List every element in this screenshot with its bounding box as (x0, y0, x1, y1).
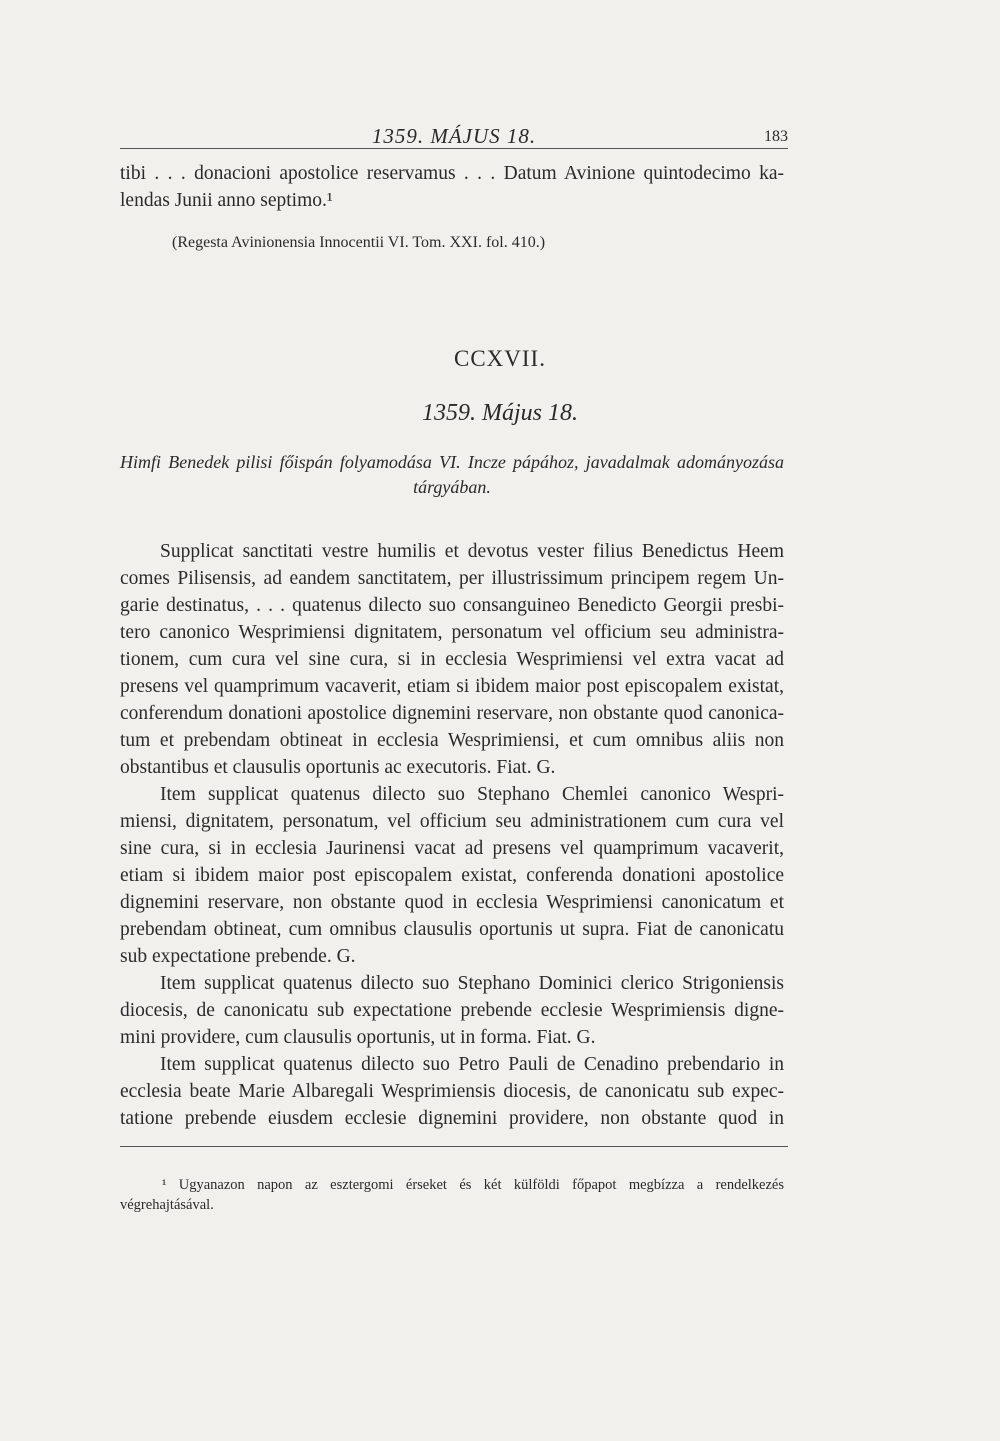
document-summary (120, 450, 784, 500)
body-line: sine cura, si in ecclesia Jaurinensi vacat ad presens vel quamprimum vacaverit, (120, 838, 784, 859)
body-line: Item supplicat quatenus dilecto suo Stephano Chemlei canonico Wespri- (160, 784, 784, 805)
body-line: conferendum donationi apostolice dignemini reservare, non obstante quod canonica- (120, 703, 784, 724)
body-line: garie destinatus, . . . quatenus dilecto suo consanguineo Benedicto Georgii presbi- (120, 595, 784, 616)
continuation-line: tibi . . . donacioni apostolice reservamus . . . Datum Avinione quintodecimo ka- (120, 163, 784, 184)
paragraph-4 (120, 1051, 784, 1132)
document-number: CCXVII. (454, 346, 546, 371)
paragraph-2 (120, 781, 784, 970)
body-line: etiam si ibidem maior post episcopalem existat, conferenda donationi apostolice (120, 865, 784, 886)
running-head-title: 1359. MÁJUS 18. (371, 124, 537, 148)
body-line: sub expectatione prebende. G. (120, 946, 356, 967)
body-line: mini providere, cum clausulis oportunis, ut in forma. Fiat. G. (120, 1027, 596, 1048)
body-line: Supplicat sanctitati vestre humilis et devotus vester filius Benedictus Heem (160, 541, 784, 562)
paragraph-3 (120, 970, 784, 1051)
body-line: comes Pilisensis, ad eandem sanctitatem, per illustrissimum principem regem Un- (120, 568, 784, 589)
body-text (120, 538, 784, 1132)
paragraph-1 (120, 538, 784, 781)
summary-line: Himfi Benedek pilisi főispán folyamodása VI. Incze pápához, javadalmak adományozása (120, 452, 784, 472)
body-line: tionem, cum cura vel sine cura, si in ecclesia Wesprimiensi vel extra vacat ad (120, 649, 784, 670)
body-line: tero canonico Wesprimiensi dignitatem, personatum vel officium seu administra- (120, 622, 784, 643)
footnote-line: ¹ Ugyanazon napon az esztergomi érseket és két külföldi főpapot megbízza a rendelkezés (162, 1177, 784, 1193)
source-reference (120, 232, 784, 254)
document-date: 1359. Május 18. (422, 400, 578, 426)
body-line: Item supplicat quatenus dilecto suo Petro Pauli de Cenadino prebendario in (160, 1054, 784, 1075)
body-line: obstantibus et clausulis oportunis ac executoris. Fiat. G. (120, 757, 556, 778)
footnote (120, 1175, 784, 1215)
body-line: miensi, dignitatem, personatum, vel officium seu administrationem cum cura vel (120, 811, 784, 832)
footnote-divider (120, 1146, 788, 1147)
body-line: prebendam obtineat, cum omnibus clausulis oportunis ut supra. Fiat de canonicatu (120, 919, 784, 940)
body-line: Item supplicat quatenus dilecto suo Stephano Dominici clerico Strigoniensis (160, 973, 784, 994)
body-line: ecclesia beate Marie Albaregali Wesprimiensis diocesis, de canonicatu sub expec- (120, 1081, 784, 1102)
summary-line: tárgyában. (413, 477, 491, 497)
continuation-text (120, 160, 784, 214)
body-line: presens vel quamprimum vacaverit, etiam si ibidem maior post episcopalem existat, (120, 676, 784, 697)
reference-line: (Regesta Avinionensia Innocentii VI. Tom. XXI. fol. 410.) (172, 234, 546, 251)
body-line: diocesis, de canonicatu sub expectatione prebende ecclesie Wesprimiensis digne- (120, 1000, 784, 1021)
body-line: tatione prebende eiusdem ecclesie dignemini providere, non obstante quod in (120, 1108, 784, 1129)
running-head (120, 118, 788, 149)
continuation-line: lendas Junii anno septimo.¹ (120, 190, 333, 211)
body-line: tum et prebendam obtineat in ecclesia Wesprimiensi, et cum omnibus aliis non (120, 730, 784, 751)
footnote-line: végrehajtásával. (120, 1197, 214, 1213)
page-number: 183 (764, 128, 788, 145)
body-line: dignemini reservare, non obstante quod in ecclesia Wesprimiensi canonicatum et (120, 892, 784, 913)
